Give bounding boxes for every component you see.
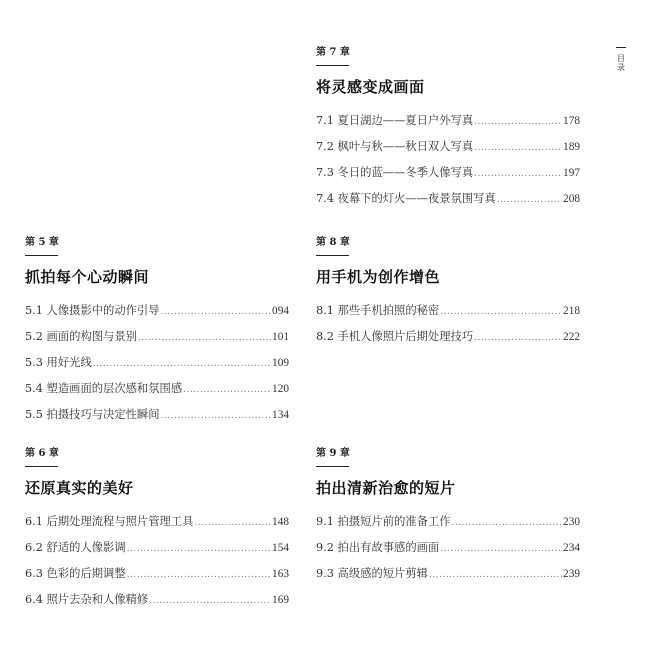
toc-entry-9-2[interactable] <box>316 535 580 561</box>
toc-entry-title: 7.4 夜幕下的灯火——夜景氛围写真 <box>316 192 496 205</box>
toc-entry-title: 6.4 照片去杂和人像精修 <box>25 593 149 606</box>
dot-leader <box>149 588 271 614</box>
chapter-9-section <box>316 447 580 587</box>
chapter-label: 第 7 章 <box>316 47 350 58</box>
toc-entry-8-1[interactable] <box>316 298 580 324</box>
toc-entry-title: 8.2 手机人像照片后期处理技巧 <box>316 330 474 343</box>
toc-entry-title: 6.1 后期处理流程与照片管理工具 <box>25 515 194 528</box>
toc-entry-5-5[interactable] <box>25 402 289 428</box>
toc-entry-title: 6.3 色彩的后期调整 <box>25 567 126 580</box>
toc-entry-6-1[interactable] <box>25 509 289 535</box>
toc-page-number: 178 <box>563 115 580 127</box>
toc-entry-title: 5.3 用好光线 <box>25 356 92 369</box>
toc-list <box>316 298 580 350</box>
toc-page-number: 169 <box>272 594 289 606</box>
side-tab-label: 目录 <box>617 54 625 72</box>
toc-list <box>25 509 289 613</box>
toc-page-number: 239 <box>563 568 580 580</box>
dot-leader <box>429 562 562 588</box>
toc-page-number: 189 <box>563 141 580 153</box>
chapter-underline <box>316 65 349 66</box>
dot-leader <box>497 187 562 213</box>
chapter-7-section <box>316 46 580 212</box>
dot-leader <box>161 403 272 429</box>
toc-list <box>316 108 580 212</box>
toc-list <box>25 298 289 428</box>
dot-leader <box>127 562 271 588</box>
toc-entry-title: 9.2 拍出有故事感的画面 <box>316 541 440 554</box>
toc-page-number: 218 <box>563 305 580 317</box>
toc-entry-5-1[interactable] <box>25 298 289 324</box>
dot-leader <box>127 536 271 562</box>
toc-page-number: 222 <box>563 331 580 343</box>
toc-page-number: 109 <box>272 357 289 369</box>
toc-entry-title: 7.3 冬日的蓝——冬季人像写真 <box>316 166 474 179</box>
dot-leader <box>138 325 271 351</box>
dot-leader <box>194 510 271 536</box>
toc-entry-title: 5.5 拍摄技巧与决定性瞬间 <box>25 408 160 421</box>
toc-entry-title: 7.2 枫叶与秋——秋日双人写真 <box>316 140 474 153</box>
toc-page-number: 234 <box>563 542 580 554</box>
toc-list <box>316 509 580 587</box>
toc-entry-title: 7.1 夏日湖边——夏日户外写真 <box>316 114 474 127</box>
toc-entry-title: 5.1 人像摄影中的动作引导 <box>25 304 160 317</box>
toc-entry-title: 9.1 拍摄短片前的准备工作 <box>316 515 451 528</box>
toc-page-number: 134 <box>272 409 289 421</box>
toc-entry-title: 9.3 高级感的短片剪辑 <box>316 567 428 580</box>
dot-leader <box>161 299 272 325</box>
chapter-label: 第 8 章 <box>316 237 350 248</box>
side-tab-rule <box>616 47 626 48</box>
side-tab-toc <box>616 47 628 72</box>
toc-entry-7-3[interactable] <box>316 160 580 186</box>
dot-leader <box>440 299 562 325</box>
chapter-title: 拍出清新治愈的短片 <box>316 479 456 497</box>
toc-entry-5-4[interactable] <box>25 376 289 402</box>
toc-entry-7-4[interactable] <box>316 186 580 212</box>
chapter-label: 第 5 章 <box>25 237 59 248</box>
toc-page-number: 101 <box>272 331 289 343</box>
dot-leader <box>93 351 271 377</box>
toc-entry-6-3[interactable] <box>25 561 289 587</box>
toc-entry-5-3[interactable] <box>25 350 289 376</box>
toc-entry-9-1[interactable] <box>316 509 580 535</box>
toc-page-number: 120 <box>272 383 289 395</box>
toc-entry-9-3[interactable] <box>316 561 580 587</box>
toc-page-number: 094 <box>272 305 289 317</box>
toc-page-number: 148 <box>272 516 289 528</box>
toc-entry-7-2[interactable] <box>316 134 580 160</box>
chapter-6-section <box>25 447 289 613</box>
toc-page-number: 208 <box>563 193 580 205</box>
dot-leader <box>474 161 562 187</box>
dot-leader <box>440 536 562 562</box>
toc-page-number: 230 <box>563 516 580 528</box>
chapter-title: 将灵感变成画面 <box>316 78 425 96</box>
toc-entry-8-2[interactable] <box>316 324 580 350</box>
chapter-label: 第 9 章 <box>316 448 350 459</box>
chapter-underline <box>316 255 349 256</box>
toc-entry-title: 8.1 那些手机拍照的秘密 <box>316 304 440 317</box>
dot-leader <box>474 325 562 351</box>
chapter-underline <box>25 255 58 256</box>
toc-entry-6-2[interactable] <box>25 535 289 561</box>
toc-entry-title: 5.4 塑造画面的层次感和氛围感 <box>25 382 183 395</box>
toc-entry-7-1[interactable] <box>316 108 580 134</box>
toc-page-number: 197 <box>563 167 580 179</box>
chapter-title: 抓拍每个心动瞬间 <box>25 268 150 286</box>
dot-leader <box>474 135 562 161</box>
toc-entry-title: 5.2 画面的构图与景别 <box>25 330 137 343</box>
toc-page-number: 154 <box>272 542 289 554</box>
dot-leader <box>452 510 563 536</box>
toc-page-number: 163 <box>272 568 289 580</box>
chapter-5-section <box>25 236 289 428</box>
chapter-label: 第 6 章 <box>25 448 59 459</box>
toc-entry-6-4[interactable] <box>25 587 289 613</box>
chapter-8-section <box>316 236 580 350</box>
toc-entry-5-2[interactable] <box>25 324 289 350</box>
chapter-underline <box>25 466 58 467</box>
chapter-title: 还原真实的美好 <box>25 479 134 497</box>
chapter-underline <box>316 466 349 467</box>
dot-leader <box>474 109 562 135</box>
toc-entry-title: 6.2 舒适的人像影调 <box>25 541 126 554</box>
chapter-title: 用手机为创作增色 <box>316 268 441 286</box>
dot-leader <box>183 377 271 403</box>
